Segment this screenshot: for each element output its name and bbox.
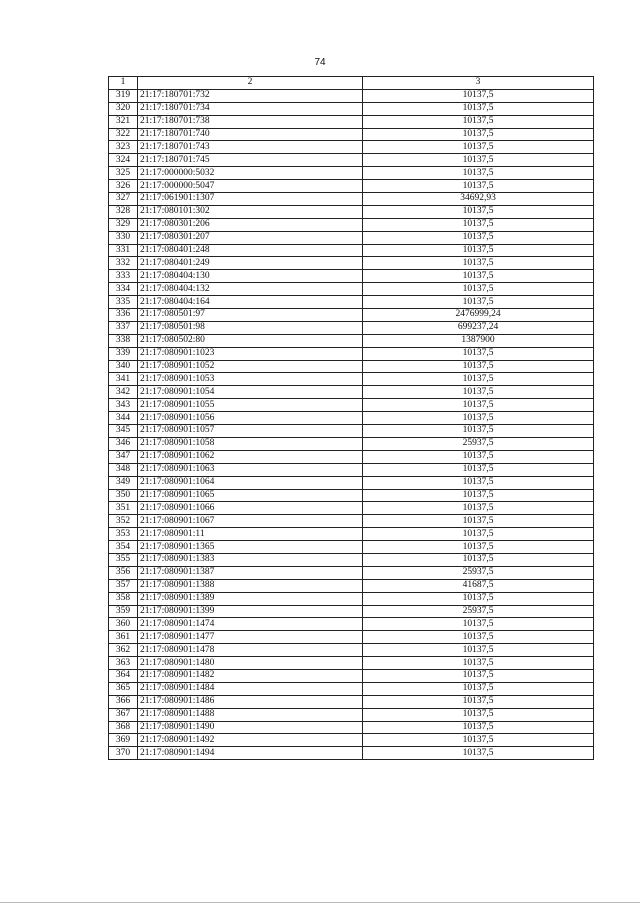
table-row xyxy=(109,218,594,231)
cadastral-number-cell: 21:17:080901:1056 xyxy=(138,412,363,425)
cadastral-number-cell: 21:17:080501:97 xyxy=(138,309,363,322)
value-cell: 10137,5 xyxy=(363,115,594,128)
value-cell: 10137,5 xyxy=(363,425,594,438)
table-row xyxy=(109,360,594,373)
table-row xyxy=(109,102,594,115)
row-number-cell: 321 xyxy=(109,115,138,128)
row-number-cell: 338 xyxy=(109,334,138,347)
table-row xyxy=(109,167,594,180)
value-cell: 10137,5 xyxy=(363,669,594,682)
table-row xyxy=(109,128,594,141)
row-number-cell: 370 xyxy=(109,747,138,760)
value-cell: 10137,5 xyxy=(363,515,594,528)
table-row xyxy=(109,644,594,657)
cadastral-number-cell: 21:17:080901:11 xyxy=(138,528,363,541)
value-cell: 10137,5 xyxy=(363,631,594,644)
table-row xyxy=(109,154,594,167)
row-number-cell: 325 xyxy=(109,167,138,180)
cadastral-number-cell: 21:17:080901:1399 xyxy=(138,605,363,618)
value-cell: 41687,5 xyxy=(363,579,594,592)
value-cell: 10137,5 xyxy=(363,154,594,167)
cadastral-number-cell: 21:17:080901:1053 xyxy=(138,373,363,386)
cadastral-number-cell: 21:17:080901:1492 xyxy=(138,734,363,747)
cadastral-number-cell: 21:17:080901:1052 xyxy=(138,360,363,373)
cadastral-number-cell: 21:17:180701:738 xyxy=(138,115,363,128)
table-row xyxy=(109,463,594,476)
table-row xyxy=(109,553,594,566)
value-cell: 10137,5 xyxy=(363,283,594,296)
value-cell: 10137,5 xyxy=(363,528,594,541)
table-row xyxy=(109,270,594,283)
cadastral-number-cell: 21:17:080901:1058 xyxy=(138,437,363,450)
table-row xyxy=(109,566,594,579)
table-row xyxy=(109,386,594,399)
value-cell: 34692,93 xyxy=(363,193,594,206)
cadastral-number-cell: 21:17:080901:1067 xyxy=(138,515,363,528)
cadastral-number-cell: 21:17:080901:1474 xyxy=(138,618,363,631)
cadastral-number-cell: 21:17:061901:1307 xyxy=(138,193,363,206)
table-row xyxy=(109,347,594,360)
table-row xyxy=(109,115,594,128)
row-number-cell: 344 xyxy=(109,412,138,425)
row-number-cell: 365 xyxy=(109,682,138,695)
row-number-cell: 320 xyxy=(109,102,138,115)
row-number-cell: 342 xyxy=(109,386,138,399)
row-number-cell: 337 xyxy=(109,321,138,334)
value-cell: 10137,5 xyxy=(363,618,594,631)
cadastral-number-cell: 21:17:080301:207 xyxy=(138,231,363,244)
table-row xyxy=(109,193,594,206)
table-row xyxy=(109,321,594,334)
value-cell: 25937,5 xyxy=(363,566,594,579)
cadastral-number-cell: 21:17:080404:130 xyxy=(138,270,363,283)
row-number-cell: 341 xyxy=(109,373,138,386)
cadastral-number-cell: 21:17:180701:734 xyxy=(138,102,363,115)
value-cell: 1387900 xyxy=(363,334,594,347)
cadastral-number-cell: 21:17:180701:732 xyxy=(138,89,363,102)
column-header: 2 xyxy=(138,77,363,90)
value-cell: 10137,5 xyxy=(363,296,594,309)
row-number-cell: 327 xyxy=(109,193,138,206)
value-cell: 10137,5 xyxy=(363,734,594,747)
value-cell: 25937,5 xyxy=(363,437,594,450)
cadastral-number-cell: 21:17:080901:1486 xyxy=(138,695,363,708)
value-cell: 699237,24 xyxy=(363,321,594,334)
row-number-cell: 322 xyxy=(109,128,138,141)
value-cell: 10137,5 xyxy=(363,412,594,425)
value-cell: 10137,5 xyxy=(363,231,594,244)
cadastral-number-cell: 21:17:000000:5032 xyxy=(138,167,363,180)
page-edge-line xyxy=(0,902,640,903)
cadastral-number-cell: 21:17:080901:1064 xyxy=(138,476,363,489)
table-header-row xyxy=(109,77,594,90)
value-cell: 10137,5 xyxy=(363,89,594,102)
value-cell: 10137,5 xyxy=(363,128,594,141)
row-number-cell: 353 xyxy=(109,528,138,541)
table-row xyxy=(109,399,594,412)
cadastral-number-cell: 21:17:080301:206 xyxy=(138,218,363,231)
cadastral-number-cell: 21:17:080901:1063 xyxy=(138,463,363,476)
cadastral-number-cell: 21:17:080901:1490 xyxy=(138,721,363,734)
table-row xyxy=(109,541,594,554)
table-row xyxy=(109,631,594,644)
row-number-cell: 328 xyxy=(109,205,138,218)
row-number-cell: 343 xyxy=(109,399,138,412)
row-number-cell: 319 xyxy=(109,89,138,102)
table-row xyxy=(109,437,594,450)
row-number-cell: 347 xyxy=(109,450,138,463)
row-number-cell: 348 xyxy=(109,463,138,476)
table-row xyxy=(109,721,594,734)
cadastral-number-cell: 21:17:080401:248 xyxy=(138,244,363,257)
table-row xyxy=(109,682,594,695)
row-number-cell: 334 xyxy=(109,283,138,296)
cadastral-number-cell: 21:17:080901:1054 xyxy=(138,386,363,399)
value-cell: 10137,5 xyxy=(363,347,594,360)
table-row xyxy=(109,657,594,670)
table-row xyxy=(109,592,594,605)
column-header: 3 xyxy=(363,77,594,90)
row-number-cell: 360 xyxy=(109,618,138,631)
row-number-cell: 340 xyxy=(109,360,138,373)
row-number-cell: 363 xyxy=(109,657,138,670)
value-cell: 10137,5 xyxy=(363,657,594,670)
row-number-cell: 329 xyxy=(109,218,138,231)
value-cell: 10137,5 xyxy=(363,180,594,193)
table-row xyxy=(109,476,594,489)
row-number-cell: 333 xyxy=(109,270,138,283)
value-cell: 10137,5 xyxy=(363,102,594,115)
table-row xyxy=(109,502,594,515)
value-cell: 10137,5 xyxy=(363,386,594,399)
row-number-cell: 355 xyxy=(109,553,138,566)
row-number-cell: 359 xyxy=(109,605,138,618)
data-table xyxy=(108,76,594,760)
cadastral-number-cell: 21:17:080501:98 xyxy=(138,321,363,334)
row-number-cell: 345 xyxy=(109,425,138,438)
table-row xyxy=(109,669,594,682)
table-row xyxy=(109,296,594,309)
value-cell: 10137,5 xyxy=(363,257,594,270)
table-row xyxy=(109,747,594,760)
cadastral-number-cell: 21:17:080901:1477 xyxy=(138,631,363,644)
row-number-cell: 330 xyxy=(109,231,138,244)
cadastral-number-cell: 21:17:080901:1057 xyxy=(138,425,363,438)
value-cell: 10137,5 xyxy=(363,399,594,412)
row-number-cell: 351 xyxy=(109,502,138,515)
row-number-cell: 358 xyxy=(109,592,138,605)
row-number-cell: 335 xyxy=(109,296,138,309)
row-number-cell: 346 xyxy=(109,437,138,450)
row-number-cell: 324 xyxy=(109,154,138,167)
row-number-cell: 368 xyxy=(109,721,138,734)
cadastral-number-cell: 21:17:080404:132 xyxy=(138,283,363,296)
value-cell: 10137,5 xyxy=(363,695,594,708)
value-cell: 10137,5 xyxy=(363,270,594,283)
cadastral-number-cell: 21:17:080901:1488 xyxy=(138,708,363,721)
row-number-cell: 366 xyxy=(109,695,138,708)
table-row xyxy=(109,231,594,244)
cadastral-number-cell: 21:17:180701:740 xyxy=(138,128,363,141)
table-row xyxy=(109,412,594,425)
table-row xyxy=(109,579,594,592)
value-cell: 2476999,24 xyxy=(363,309,594,322)
row-number-cell: 367 xyxy=(109,708,138,721)
table-row xyxy=(109,528,594,541)
table-row xyxy=(109,695,594,708)
table-row xyxy=(109,605,594,618)
row-number-cell: 339 xyxy=(109,347,138,360)
row-number-cell: 331 xyxy=(109,244,138,257)
table-row xyxy=(109,515,594,528)
table-row xyxy=(109,618,594,631)
value-cell: 10137,5 xyxy=(363,747,594,760)
table-row xyxy=(109,450,594,463)
cadastral-number-cell: 21:17:080901:1494 xyxy=(138,747,363,760)
table-row xyxy=(109,244,594,257)
value-cell: 10137,5 xyxy=(363,553,594,566)
table-row xyxy=(109,283,594,296)
table-row xyxy=(109,489,594,502)
cadastral-number-cell: 21:17:080502:80 xyxy=(138,334,363,347)
table-row xyxy=(109,373,594,386)
value-cell: 10137,5 xyxy=(363,476,594,489)
column-header: 1 xyxy=(109,77,138,90)
table-row xyxy=(109,734,594,747)
value-cell: 10137,5 xyxy=(363,373,594,386)
cadastral-number-cell: 21:17:080901:1389 xyxy=(138,592,363,605)
value-cell: 10137,5 xyxy=(363,592,594,605)
value-cell: 10137,5 xyxy=(363,450,594,463)
row-number-cell: 323 xyxy=(109,141,138,154)
cadastral-number-cell: 21:17:080901:1066 xyxy=(138,502,363,515)
cadastral-number-cell: 21:17:080901:1383 xyxy=(138,553,363,566)
table-row xyxy=(109,205,594,218)
cadastral-number-cell: 21:17:080901:1387 xyxy=(138,566,363,579)
value-cell: 10137,5 xyxy=(363,644,594,657)
cadastral-number-cell: 21:17:080901:1388 xyxy=(138,579,363,592)
row-number-cell: 364 xyxy=(109,669,138,682)
cadastral-number-cell: 21:17:080101:302 xyxy=(138,205,363,218)
value-cell: 25937,5 xyxy=(363,605,594,618)
cadastral-number-cell: 21:17:080901:1055 xyxy=(138,399,363,412)
cadastral-number-cell: 21:17:080901:1480 xyxy=(138,657,363,670)
cadastral-number-cell: 21:17:080901:1065 xyxy=(138,489,363,502)
row-number-cell: 362 xyxy=(109,644,138,657)
table-row xyxy=(109,708,594,721)
value-cell: 10137,5 xyxy=(363,541,594,554)
row-number-cell: 326 xyxy=(109,180,138,193)
row-number-cell: 349 xyxy=(109,476,138,489)
table-row xyxy=(109,141,594,154)
row-number-cell: 336 xyxy=(109,309,138,322)
cadastral-number-cell: 21:17:080901:1478 xyxy=(138,644,363,657)
page-number: 74 xyxy=(314,57,326,68)
row-number-cell: 354 xyxy=(109,541,138,554)
table-row xyxy=(109,89,594,102)
row-number-cell: 350 xyxy=(109,489,138,502)
row-number-cell: 356 xyxy=(109,566,138,579)
value-cell: 10137,5 xyxy=(363,167,594,180)
value-cell: 10137,5 xyxy=(363,708,594,721)
row-number-cell: 369 xyxy=(109,734,138,747)
value-cell: 10137,5 xyxy=(363,502,594,515)
table-row xyxy=(109,334,594,347)
table-row xyxy=(109,309,594,322)
value-cell: 10137,5 xyxy=(363,141,594,154)
cadastral-number-cell: 21:17:180701:743 xyxy=(138,141,363,154)
value-cell: 10137,5 xyxy=(363,463,594,476)
value-cell: 10137,5 xyxy=(363,360,594,373)
row-number-cell: 361 xyxy=(109,631,138,644)
cadastral-number-cell: 21:17:080901:1023 xyxy=(138,347,363,360)
row-number-cell: 332 xyxy=(109,257,138,270)
cadastral-number-cell: 21:17:080901:1062 xyxy=(138,450,363,463)
row-number-cell: 352 xyxy=(109,515,138,528)
cadastral-number-cell: 21:17:080404:164 xyxy=(138,296,363,309)
table-row xyxy=(109,180,594,193)
table-body xyxy=(109,77,594,760)
value-cell: 10137,5 xyxy=(363,489,594,502)
cadastral-number-cell: 21:17:080401:249 xyxy=(138,257,363,270)
table-row xyxy=(109,257,594,270)
table-row xyxy=(109,425,594,438)
cadastral-number-cell: 21:17:180701:745 xyxy=(138,154,363,167)
value-cell: 10137,5 xyxy=(363,218,594,231)
value-cell: 10137,5 xyxy=(363,721,594,734)
value-cell: 10137,5 xyxy=(363,244,594,257)
value-cell: 10137,5 xyxy=(363,205,594,218)
cadastral-number-cell: 21:17:080901:1365 xyxy=(138,541,363,554)
cadastral-number-cell: 21:17:080901:1484 xyxy=(138,682,363,695)
value-cell: 10137,5 xyxy=(363,682,594,695)
row-number-cell: 357 xyxy=(109,579,138,592)
cadastral-number-cell: 21:17:080901:1482 xyxy=(138,669,363,682)
cadastral-number-cell: 21:17:000000:5047 xyxy=(138,180,363,193)
